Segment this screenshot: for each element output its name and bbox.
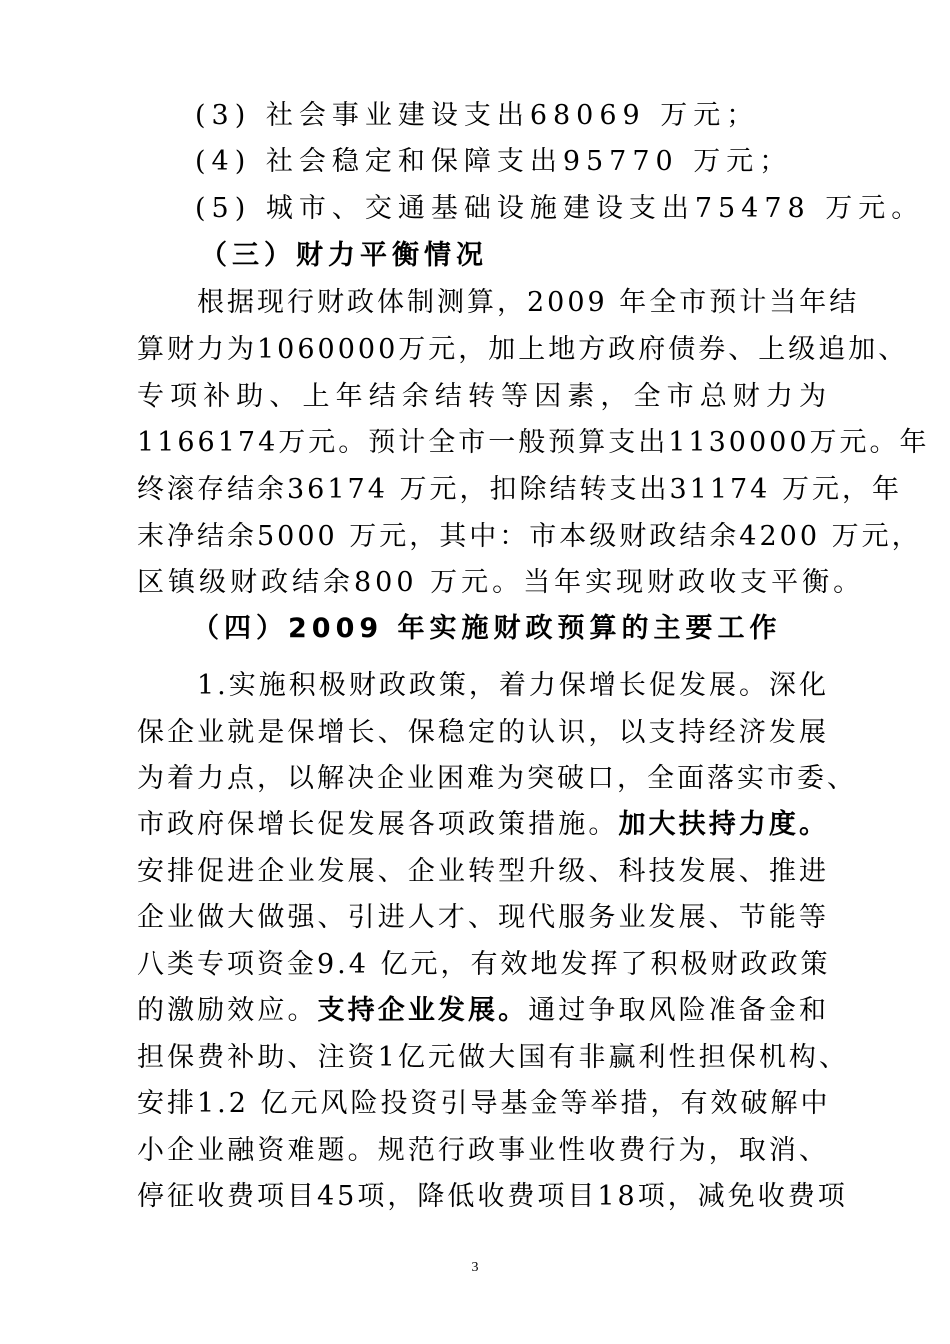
bold-phrase: 加大扶持力度。: [618, 809, 830, 840]
paragraph-text: 市政府保增长促发展各项政策措施。: [137, 809, 619, 840]
paragraph-text: 的激励效应。: [137, 995, 318, 1026]
section-4-heading: （四）2009 年实施财政预算的主要工作: [192, 613, 782, 644]
paragraph-line: 根据现行财政体制测算，2009 年全市预计当年结: [197, 287, 860, 318]
paragraph-line: 1.实施积极财政政策，着力保增长促发展。深化: [197, 670, 829, 701]
list-item-3: (3) 社会事业建设支出68069 万元；: [195, 100, 760, 131]
paragraph-line: 小企业融资难题。规范行政事业性收费行为，取消、: [137, 1135, 829, 1166]
section-3-heading: （三）财力平衡情况: [200, 240, 488, 271]
list-item-5: (5) 城市、交通基础设施建设支出75478 万元。: [195, 193, 925, 224]
page-number: 3: [471, 1260, 479, 1275]
paragraph-line: [137, 805, 829, 845]
paragraph-line: 算财力为1060000万元，加上地方政府债券、上级追加、: [137, 334, 909, 365]
paragraph-line: 企业做大做强、引进人才、现代服务业发展、节能等: [137, 902, 829, 933]
paragraph-line: 八类专项资金9.4 亿元，有效地发挥了积极财政政策: [137, 949, 831, 980]
paragraph-line: 安排促进企业发展、企业转型升级、科技发展、推进: [137, 856, 829, 887]
bold-phrase: 支持企业发展。: [317, 995, 529, 1026]
paragraph-line: 安排1.2 亿元风险投资引导基金等举措，有效破解中: [137, 1088, 831, 1119]
paragraph-line: 担保费补助、注资1亿元做大国有非赢利性担保机构、: [137, 1042, 849, 1073]
paragraph-line: 保企业就是保增长、保稳定的认识，以支持经济发展: [137, 717, 829, 748]
paragraph-line: [137, 991, 829, 1031]
paragraph-line: 终滚存结余36174 万元，扣除结转支出31174 万元，年: [137, 474, 902, 505]
paragraph-line: 1166174万元。预计全市一般预算支出1130000万元。年: [137, 427, 930, 458]
paragraph-line: 为着力点，以解决企业困难为突破口，全面落实市委、: [137, 763, 857, 794]
paragraph-line: 专项补助、上年结余结转等因素，全市总财力为: [137, 381, 829, 412]
paragraph-line: 末净结余5000 万元，其中：市本级财政结余4200 万元，: [137, 521, 922, 552]
paragraph-line: 区镇级财政结余800 万元。当年实现财政收支平衡。: [137, 567, 865, 598]
paragraph-line: 停征收费项目45项，降低收费项目18项，减免收费项: [137, 1181, 848, 1212]
list-item-4: (4) 社会稳定和保障支出95770 万元；: [195, 146, 793, 177]
paragraph-text: 通过争取风险准备金和: [528, 995, 830, 1026]
